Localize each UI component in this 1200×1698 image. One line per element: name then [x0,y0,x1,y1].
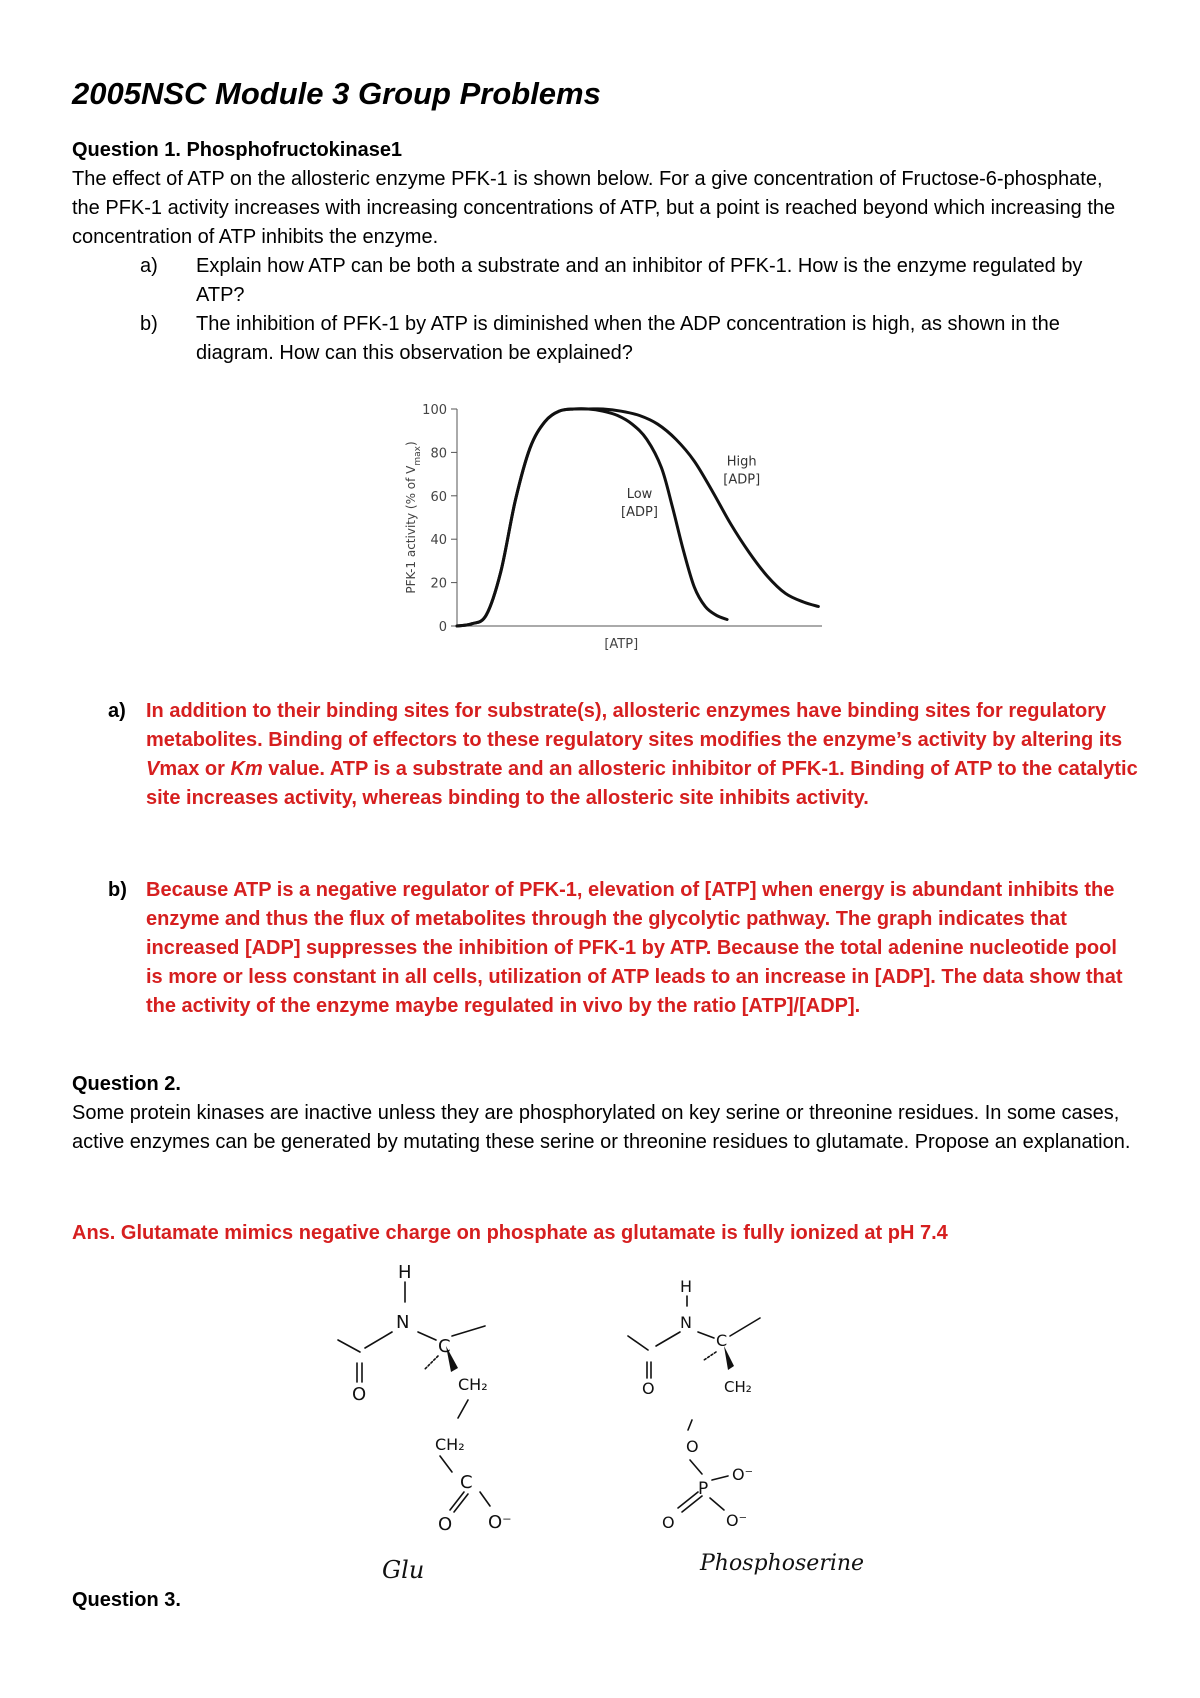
answer-1b [108,876,1138,1021]
question-1-part-b [140,310,1120,368]
pser-atom-o-double: O [662,1513,675,1532]
part-text: Explain how ATP can be both a substrate and an inhibitor of PFK-1. How is the enzyme regulated by ATP? [196,255,1083,306]
y-tick-label: 0 [438,620,447,635]
glu-atom-h: H [398,1262,412,1283]
glu-atom-o-carbonyl: O [352,1384,367,1405]
answer-text: Because ATP is a negative regulator of PFK-1, elevation of [ATP] when energy is abundant inhibits the enzyme and thus the flux of metabolites through the glycolytic pathway. The graph indicates that increased [ADP] suppresses the inhibition of PFK-1 by ATP. Because the total adenine nucleotide pool is more or less constant in all cells, utilization of ATP leads to an increase in [ADP]. The data show that the activity of the enzyme maybe regulated in vivo by the ratio [ATP]/[ADP]. [146,879,1123,1017]
pser-atom-h: H [680,1277,693,1296]
pser-atom-o-minus-bottom: O⁻ [726,1511,748,1530]
question-2-text: Some protein kinases are inactive unless they are phosphorylated on key serine or threonine residues. In some cases, active enzymes can be generated by mutating these serine or threonine residues to glutamate. Propose an explanation. [72,1102,1131,1153]
series-label-high-adp: [ADP] [723,472,761,488]
pser-atom-o-ester: O [686,1437,699,1456]
pser-atom-p: P [698,1479,709,1499]
series-label-low-adp: Low [626,486,653,502]
pser-atom-o-carbonyl: O [642,1379,655,1398]
pser-atom-o-minus-top: O⁻ [732,1465,754,1484]
answer-1a [108,697,1138,813]
series-label-low-adp: [ADP] [621,504,658,520]
pser-atom-c-alpha: C [716,1331,728,1350]
phosphoserine-structure [620,1270,880,1580]
glu-atom-o-minus: O⁻ [488,1512,512,1533]
series-line-low-adp [457,409,727,626]
page-title: 2005NSC Module 3 Group Problems [72,76,601,111]
glutamate-structure [320,1260,550,1580]
part-label: a) [140,255,158,277]
pfk1-activity-chart [395,395,835,655]
glu-atom-ch2-beta: CH₂ [458,1375,488,1394]
glu-atom-c-carboxyl: C [460,1472,473,1493]
phosphoserine-caption: Phosphoserine [700,1551,865,1576]
y-tick-label: 40 [430,533,447,549]
question-1-heading: Question 1. Phosphofructokinase1 [72,139,403,161]
question-1-part-a [140,252,1120,310]
glu-atom-ch2-gamma: CH₂ [435,1435,465,1454]
answer-label: b) [108,879,127,901]
pser-atom-ch2: CH₂ [724,1378,752,1396]
y-tick-label: 80 [430,446,447,462]
glu-atom-c-alpha: C [438,1336,451,1357]
question-1-intro: The effect of ATP on the allosteric enzyme PFK-1 is shown below. For a give concentration of Fructose-6-phosphate, the PFK-1 activity increases with increasing concentrations of ATP, but a point is reached beyond which increasing the concentration of ATP inhibits the enzyme. [72,168,1116,248]
question-2-answer: Ans. Glutamate mimics negative charge on phosphate as glutamate is fully ionized at pH 7.4 [72,1222,948,1244]
series-label-high-adp: High [726,454,757,470]
answer-label: a) [108,700,126,722]
question-2-heading: Question 2. [72,1073,181,1095]
part-text: The inhibition of PFK-1 by ATP is diminished when the ADP concentration is high, as shown in the diagram. How can this observation be explained? [196,313,1060,364]
y-tick-label: 60 [430,489,447,505]
y-tick-label: 100 [422,403,447,418]
question-1-parts [140,252,1120,368]
part-label: b) [140,313,158,335]
glu-caption: Glu [382,1556,425,1580]
question-3-heading: Question 3. [72,1589,181,1611]
answer-text: In addition to their binding sites for substrate(s), allosteric enzymes have binding sites for regulatory metabolites. Binding of effectors to these regulatory sites modifies the enzyme’s activity by altering its Vmax or Km value. ATP is a substrate and an allosteric inhibitor of PFK-1. Binding of ATP to the catalytic site increases activity, whereas binding to the allosteric site inhibits activity. [146,700,1138,809]
y-axis-label: PFK-1 activity (% of $V_{max}$) [404,441,423,594]
glu-atom-n: N [396,1312,410,1333]
glu-atom-o-carboxyl: O [438,1514,453,1535]
x-axis-label: [ATP] [604,637,639,652]
y-tick-label: 20 [430,576,447,592]
pser-atom-n: N [680,1313,692,1332]
